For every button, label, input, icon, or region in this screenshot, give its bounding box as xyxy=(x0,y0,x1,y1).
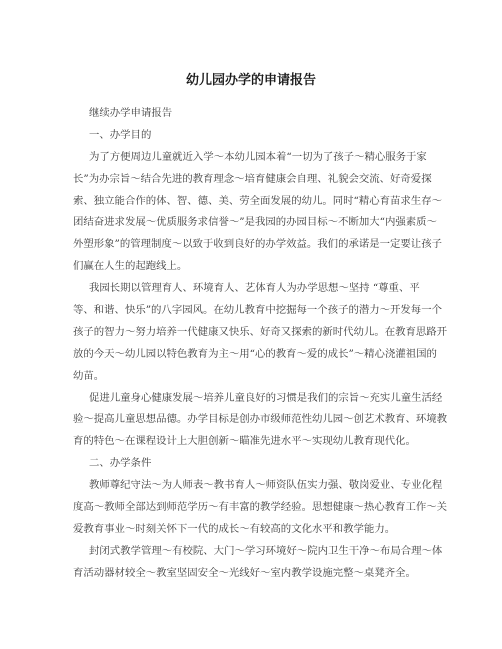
text-line: 们赢在人生的起跑线上。 xyxy=(73,260,188,273)
text-line: 索、独立能合作的体、智、德、美、劳全面发展的幼儿。同时“精心育苗求生存～ xyxy=(73,194,442,207)
text-line: 育活动器材较全～教室坚固安全～光线好～室内教学设施完整～桌凳齐全。 xyxy=(73,566,416,579)
text-line: 爱教育事业～时刻关怀下一代的成长～有较高的文化水平和教学能力。 xyxy=(73,522,396,535)
text-line: 封闭式教学管理～有校院、大门～学习环境好～院内卫生干净～布局合理～体 xyxy=(89,544,443,557)
document-body xyxy=(73,103,448,585)
text-line: 我园长期以管理育人、环境育人、艺体育人为办学思想～坚持 “尊重、平 xyxy=(89,282,420,295)
text-line: 幼苗。 xyxy=(73,369,105,382)
text-line: 二、办学条件 xyxy=(89,457,152,470)
text-line: 验～提高儿童思想品德。办学目标是创办市级师范性幼儿园～创艺术教育、环境教 xyxy=(73,413,448,426)
text-line: 继续办学申请报告 xyxy=(89,107,173,119)
text-line: 等、和谐、快乐”的八字园风。在幼儿教育中挖掘每一个孩子的潜力～开发每一个 xyxy=(73,304,442,317)
text-line: 放的今天～幼儿园以特色教育为主～用“心的教育～爱的成长”～精心浇灌祖国的 xyxy=(73,347,437,360)
text-line: 外塑形象”的管理制度～以致于收到良好的办学效益。我们的承诺是一定要让孩子 xyxy=(73,238,442,251)
text-line: 一、办学目的 xyxy=(89,128,152,141)
text-line: 促进儿童身心健康发展～培养儿童良好的习惯是我们的宗旨～充实儿童生活经 xyxy=(89,391,443,404)
text-line: 为了方便周边儿童就近入学～本幼儿园本着“一切为了孩子～精心服务于家 xyxy=(89,150,427,163)
text-line: 团结奋进求发展～优质服务求信誉～”是我园的办园目标～不断加大“内强素质～ xyxy=(73,216,437,229)
text-line: 孩子的智力～努力培养一代健康又快乐、好奇又探索的新时代幼儿。在教育思路开 xyxy=(73,325,448,338)
text-line: 度高～教师全部达到师范学历～有丰富的教学经验。思想健康～热心教育工作～关 xyxy=(73,501,448,514)
text-line: 育的特色～在课程设计上大胆创新～瞄准先进水平～实现幼儿教育现代化。 xyxy=(73,435,416,448)
text-line: 长”为办宗旨～结合先进的教育理念～培育健康会自理、礼貌会交流、好奇爱探 xyxy=(73,172,432,185)
document-title: 幼儿园办学的申请报告 xyxy=(185,73,316,88)
text-line: 教师尊纪守法～为人师表～教书育人～师资队伍实力强、敬岗爱业、专业化程 xyxy=(89,479,443,492)
